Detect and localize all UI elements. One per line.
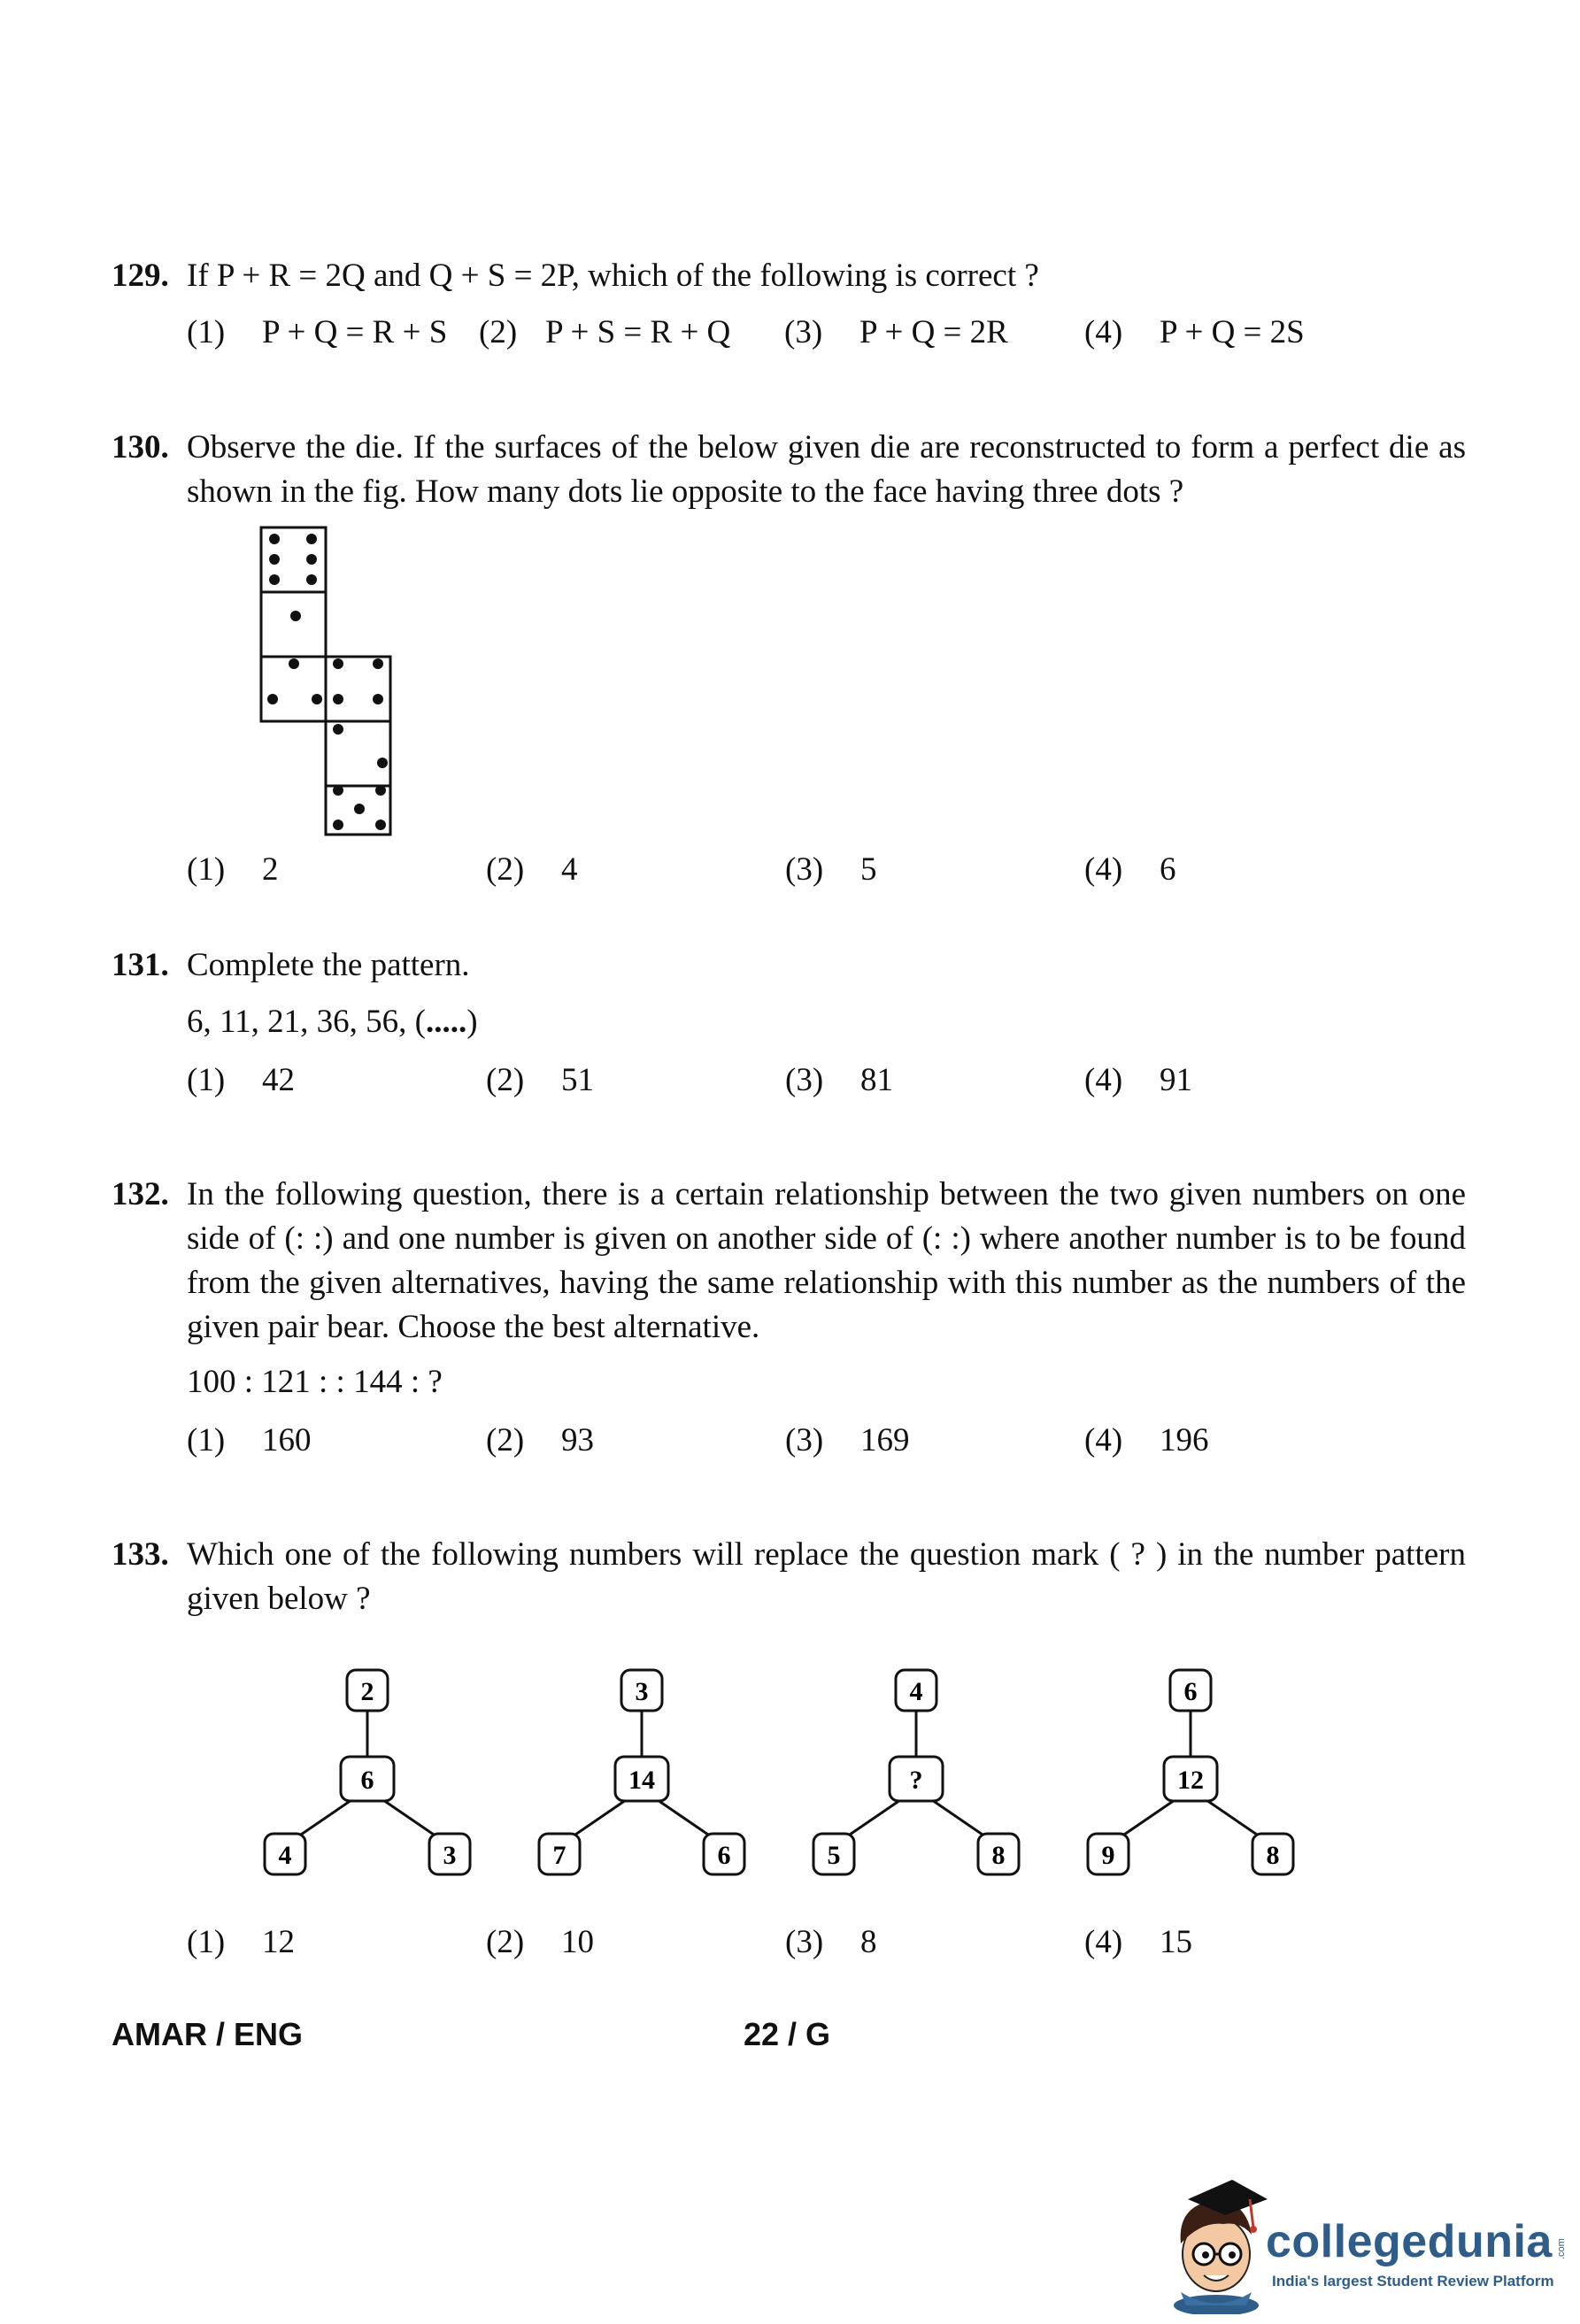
options-131	[187, 1058, 1426, 1103]
tree-connector	[850, 1800, 900, 1835]
number-tree	[813, 1670, 1019, 1874]
option-number: (1)	[187, 1062, 226, 1098]
option-number: (2)	[486, 1924, 525, 1960]
tree-center-value: 12	[1177, 1766, 1204, 1795]
option-value: 51	[561, 1062, 594, 1098]
option-value: 196	[1160, 1422, 1209, 1458]
option-number: (4)	[1084, 851, 1123, 888]
tree-top-value: 3	[635, 1677, 649, 1706]
option-number: (2)	[479, 314, 518, 350]
question-129	[112, 254, 1466, 298]
option-value: 10	[561, 1924, 594, 1960]
tree-connector	[658, 1800, 708, 1835]
tree-left-value: 9	[1101, 1841, 1115, 1870]
series-blank: .....	[425, 1004, 467, 1040]
option-value: 12	[262, 1924, 295, 1960]
option-value: P + Q = 2S	[1160, 314, 1305, 350]
tree-top-value: 4	[909, 1677, 923, 1706]
series-prefix: 6, 11, 21, 36, 56, (	[187, 1004, 426, 1040]
option-number: (3)	[784, 314, 823, 350]
tree-connector	[383, 1800, 434, 1835]
question-number: 133.	[112, 1536, 169, 1573]
number-trees-figure	[248, 1655, 1310, 1894]
tree-left-value: 4	[278, 1841, 292, 1870]
tree-right-value: 3	[443, 1841, 457, 1870]
option-number: (3)	[785, 1422, 824, 1458]
option-value: 42	[262, 1062, 295, 1098]
tree-top-value: 2	[360, 1677, 374, 1706]
tree-right-value: 8	[1266, 1841, 1280, 1870]
option-number: (1)	[187, 314, 226, 350]
tree-right-value: 8	[991, 1841, 1006, 1870]
die-face-one	[261, 592, 326, 657]
die-net-figure	[257, 522, 407, 841]
question-130	[112, 426, 1466, 514]
logo-suffix: .com	[1555, 2238, 1567, 2259]
footer-page-number: 22 / G	[744, 2016, 831, 2052]
options-133	[187, 1920, 1426, 1965]
tree-connector	[301, 1800, 351, 1835]
option-value: P + Q = 2R	[859, 314, 1008, 350]
option-number: (1)	[187, 1422, 226, 1458]
question-131	[112, 943, 1466, 988]
option-value: 160	[262, 1422, 312, 1458]
tree-connector	[932, 1800, 983, 1835]
tree-left-value: 5	[827, 1841, 841, 1870]
question-text: Which one of the following numbers will replace the question mark ( ? ) in the number pattern given below ?	[187, 1536, 1466, 1617]
tree-right-value: 6	[717, 1841, 731, 1870]
option-number: (4)	[1084, 1062, 1123, 1098]
tree-left-value: 7	[552, 1841, 566, 1870]
question-number: 132.	[112, 1176, 169, 1212]
option-value: 91	[1160, 1062, 1192, 1098]
logo-wordmark	[1266, 2215, 1580, 2268]
tree-top-value: 6	[1183, 1677, 1198, 1706]
question-132	[112, 1173, 1466, 1350]
tree-center-value: 14	[628, 1766, 655, 1795]
question-number: 130.	[112, 429, 169, 466]
number-tree	[539, 1670, 744, 1874]
tree-connector	[575, 1800, 626, 1835]
option-number: (4)	[1084, 1924, 1123, 1960]
tree-center-value: 6	[360, 1766, 374, 1795]
footer-left: AMAR / ENG	[112, 2016, 303, 2052]
tree-connector	[1206, 1800, 1257, 1835]
option-number: (2)	[486, 1422, 525, 1458]
analogy-line: 100 : 121 : : 144 : ?	[187, 1364, 443, 1400]
mascot-icon	[1161, 2173, 1276, 2314]
option-value: 169	[860, 1422, 910, 1458]
option-value: 81	[860, 1062, 893, 1098]
logo-name: collegedunia	[1266, 2216, 1553, 2267]
option-value: 6	[1160, 851, 1176, 888]
option-number: (3)	[785, 1062, 824, 1098]
option-number: (1)	[187, 851, 226, 888]
option-number: (1)	[187, 1924, 226, 1960]
options-129	[187, 311, 1426, 355]
option-number: (3)	[785, 1924, 824, 1960]
collegedunia-logo	[1161, 2173, 1568, 2314]
options-130	[187, 848, 1426, 892]
option-value: 5	[860, 851, 877, 888]
tree-connector	[1124, 1800, 1175, 1835]
option-value: 93	[561, 1422, 594, 1458]
question-text: If P + R = 2Q and Q + S = 2P, which of the following is correct ?	[187, 258, 1039, 294]
option-number: (2)	[486, 1062, 525, 1098]
question-number: 131.	[112, 947, 169, 983]
series-suffix: )	[466, 1004, 478, 1040]
question-text: Observe the die. If the surfaces of the below given die are reconstructed to form a perfect die as shown in the fig. How many dots lie opposite to the face having three dots ?	[187, 429, 1466, 510]
question-number: 129.	[112, 258, 169, 294]
option-value: P + Q = R + S	[262, 314, 448, 350]
option-value: 15	[1160, 1924, 1192, 1960]
option-number: (2)	[486, 851, 525, 888]
number-tree	[265, 1670, 470, 1874]
options-132	[187, 1419, 1426, 1463]
option-value: P + S = R + Q	[545, 314, 731, 350]
option-value: 2	[262, 851, 279, 888]
question-text: In the following question, there is a certain relationship between the two given numbers on one side of (: :) and one number is given on another side of (: :) where another number is to be found from the given alternatives, having the same relationship with this number as the numbers of the given pair bear. Choose the best alternative.	[187, 1176, 1466, 1345]
option-value: 8	[860, 1924, 877, 1960]
question-133	[112, 1533, 1466, 1621]
question-text: Complete the pattern.	[187, 947, 470, 983]
logo-tagline: India's largest Student Review Platform	[1272, 2273, 1554, 2289]
number-tree	[1088, 1670, 1293, 1874]
option-number: (4)	[1084, 314, 1123, 350]
option-value: 4	[561, 851, 578, 888]
option-number: (3)	[785, 851, 824, 888]
tree-center-value: ?	[909, 1766, 923, 1795]
option-number: (4)	[1084, 1422, 1123, 1458]
number-series	[187, 1000, 478, 1044]
